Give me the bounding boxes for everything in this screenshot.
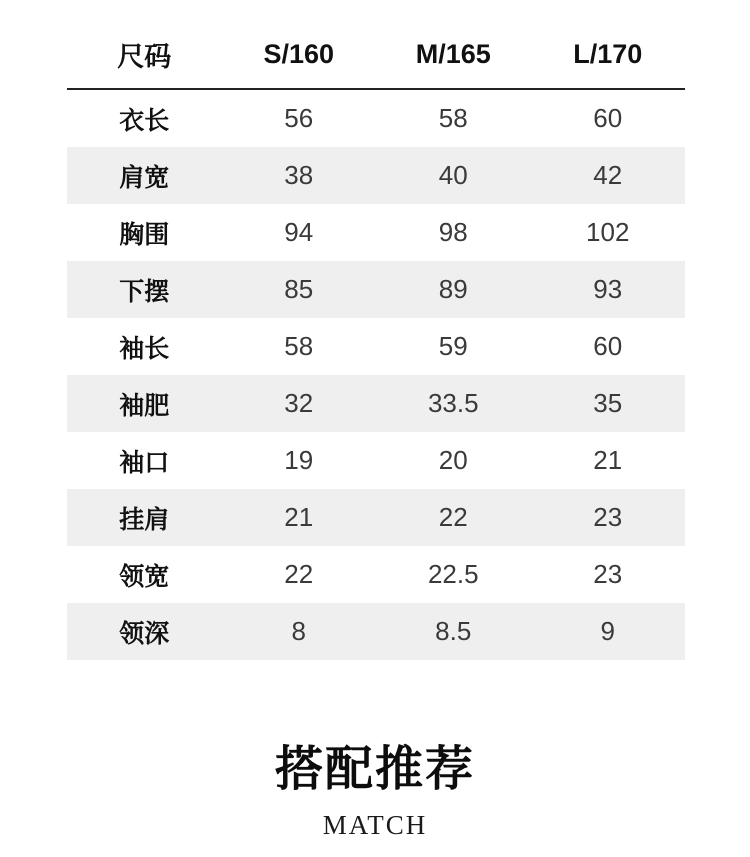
table-row (67, 489, 685, 546)
cell-value: 89 (438, 274, 468, 304)
cell-value: 22 (284, 559, 314, 589)
cell-value: 38 (284, 160, 314, 190)
table-row (67, 603, 685, 660)
match-section-subtitle: MATCH (322, 810, 428, 840)
table-row (67, 90, 685, 147)
match-section (0, 740, 750, 841)
cell-value: 58 (284, 331, 314, 361)
cell-value: 42 (593, 160, 623, 190)
table-row (67, 432, 685, 489)
table-row (67, 375, 685, 432)
header-size-label: 尺码 (117, 41, 172, 72)
row-label: 下摆 (119, 277, 170, 306)
cell-value: 19 (284, 445, 314, 475)
table-row (67, 204, 685, 261)
cell-value: 32 (284, 388, 314, 418)
row-label: 袖口 (119, 448, 170, 477)
table-row (67, 147, 685, 204)
table-row (67, 546, 685, 603)
cell-value: 21 (284, 502, 314, 532)
row-label: 领深 (119, 619, 170, 648)
row-label: 胸围 (119, 220, 170, 249)
cell-value: 20 (438, 445, 468, 475)
cell-value: 60 (593, 103, 623, 133)
cell-value: 102 (586, 217, 630, 247)
row-label: 挂肩 (119, 505, 170, 534)
row-label: 领宽 (119, 562, 170, 591)
cell-value: 60 (593, 331, 623, 361)
cell-value: 23 (593, 559, 623, 589)
table-row (67, 261, 685, 318)
cell-value: 94 (284, 217, 314, 247)
cell-value: 21 (593, 445, 623, 475)
cell-value: 22 (438, 502, 468, 532)
cell-value: 58 (438, 103, 468, 133)
cell-value: 35 (593, 388, 623, 418)
header-size-l: L/170 (573, 38, 643, 69)
cell-value: 59 (438, 331, 468, 361)
cell-value: 8.5 (435, 616, 472, 646)
cell-value: 23 (593, 502, 623, 532)
cell-value: 56 (284, 103, 314, 133)
cell-value: 33.5 (427, 388, 479, 418)
cell-value: 93 (593, 274, 623, 304)
header-size-m: M/165 (415, 38, 491, 69)
row-label: 袖肥 (119, 391, 170, 420)
header-size-s: S/160 (263, 38, 335, 69)
table-row (67, 318, 685, 375)
cell-value: 9 (600, 616, 615, 646)
size-chart-header-row (67, 20, 685, 88)
cell-value: 98 (438, 217, 468, 247)
size-chart-table (67, 20, 685, 660)
cell-value: 8 (291, 616, 306, 646)
row-label: 肩宽 (119, 163, 170, 192)
cell-value: 40 (438, 160, 468, 190)
match-section-title: 搭配推荐 (274, 743, 475, 796)
cell-value: 22.5 (427, 559, 479, 589)
row-label: 衣长 (119, 106, 170, 135)
cell-value: 85 (284, 274, 314, 304)
row-label: 袖长 (119, 334, 170, 363)
